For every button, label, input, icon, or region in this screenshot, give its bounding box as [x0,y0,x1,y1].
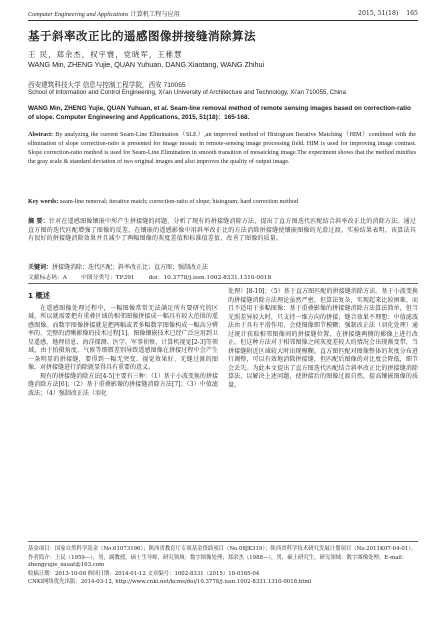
footnote-dates: 收稿日期：2013-10-08 修回日期：2014-01-12 文章编号：1002-8331（2015）18-0165-04 [28,570,260,577]
intro-left-column [28,292,218,399]
issue-page: 2015, 51(18) 165 [358,9,418,17]
abstract-cn: 摘 要：针对在遥感图像镶嵌中所产生拼接缝的问题，分析了现有的拼接缝消除方法，提出了直方图迭代匹配结合斜率改正比的消除方法。通过直方图的迭代匹配增强了图像的反差，在镶嵌的遥感影像中用斜率改正比的方法消除拼接缝使镶嵌图像的光滑过渡。实验结果表明，该算法具有很好的拼接缝消除效果并且减少了两幅图像的灰度差值和标准值差值，改善了图像的质量。 [28,218,417,243]
paragraph: 处理）[8-10]；（5）基于直方图匹配的拼接缝消除方法。基于小波变换的拼接缝消除方法理论虽然严密，但算法复杂，实现起来比较困难，而且不适用于多幅图像；基于重叠影像的拼接缝消除方法算法简单，但当光照差异较大时，只支持一维方向的拼接，缝合效果不理想；中值滤波法由于具有平滑作用，会使图像细节模糊；强制改正法（羽化处理）通过统计获取相邻图像间的拼接缝位置，在拼接缝两侧的影像上进行改正。但这种方法对于相邻图像之间灰度差较大的情况会出现渐变带，当拼接缝附近区域较大时出现模糊。直方图匹配对图像整体的灰度分布进行调整，可以有效地消除拼接缝，但匹配后图像的对比度会降低，细节会丢失。为此本文提出了直方图迭代匹配结合斜率改正比的拼接缝消除算法，以解决上述问题，使拼接后的图像过渡自然，提高镶嵌图像的质量。 [228,288,418,390]
keywords-en: Key words: seam-line removal; iterative match; correction-ratio of slope; histogram; hard correction method [28,198,299,205]
header-rule [28,20,418,21]
running-header [28,7,418,19]
footnote-funding: 基金项目：国家自然科学基金（No.61073196）；陕西省教育厅专项基金资助项目（No.08JK319）；陕西省科学技术研究发展计划项目（No.2011K07-04-01）。 [28,546,417,552]
citation: WANG Min, ZHENG Yujie, QUAN Yuhuan, et al. Seam-line removal method of remote sensing images based on correction-ratio of slope. Computer Engineering and Applications, 2015, 51(18)：165-168. [28,105,411,121]
paper-title: 基于斜率改正比的遥感图像拼接缝消除算法 [28,29,256,43]
keywords-cn: 关键词：拼接缝消除；迭代匹配；斜率改正比；直方图；强制改正法 [28,264,209,271]
affiliation-cn: 西安建筑科技大学 信息与控制工程学院，西安 710055 [28,82,186,89]
doi-line: 文献标志码：A 中图分类号：TP391 doi：10.3778/j.issn.1002-8331.1310-0018 [28,275,272,281]
authors-en: WANG Min, ZHENG Yujie, QUAN Yuhuan, DANG Xiaotang, WANG Zhihui [28,60,265,69]
intro-right-column [228,288,418,391]
authors-cn: 王 民，郑余杰，权宇寰，党晓军，王稚慧 [28,50,183,59]
affiliation-en: School of Information and Control Engineering, Xi’an University of Architecture and Technology, Xi’an 710055, China [28,89,346,96]
footnote-author: 作者简介：王民（1959—），男，副教授，硕士生导师，研究领域：数字图像处理；郑余杰（1988—），男，硕士研究生，研究领域：数字图像处理。E-mail：zhengyujie_xauat@163.com [28,554,408,569]
footnote-cnki: CNKI网络优先出版：2014-03-12, http://www.cnki.net/kcms/doi/10.3778/j.issn.1002-8331.1310-0018.html [28,579,312,586]
paragraph: 现有的拼接缝消除方法[4-5]主要有三种：（1）基于小波变换的拼接缝消除方法[6]；（2）基于重叠影像的拼接缝消除方法[7]；（3）中值滤波法；（4）强制改正法（羽化 [28,372,218,398]
journal-name: Computer Engineering and Applications 计算机工程与应用 [28,10,180,18]
footnotes [28,541,418,588]
paragraph: 在遥感图像处理过程中，一幅图像常常无法满足所有要研究的区域，所以就需要把有重叠区域的相邻图像拼接成一幅具有较大范围的遥感图像。而数字图像拼接就是把两幅或者多幅数字图像构成一幅高分辨率的、完整的清晰影像的技术过程[1]。图像镶嵌技术已经广泛应用到卫星遥感、地理信息、海洋探测、医学、军事侦察、计算机视觉[2-3]等领域。由于拍摄角度、气候等细微差别导致遥感图像在拼接过程中会产生一条明显的拼接缝，要得到一幅无突变、视觉效果好、无缝过渡的图像，对拼接缝进行消除就显得具有重要的意义。 [28,304,218,372]
section-divider [28,283,418,284]
abstract-en: Abstract: By analyzing the current Seam-Line Elimination（SLE）,an improved method of Histogram Iterative Matching（HIM）combined with the elimination of slope correction-ratio is presented for image mosaic in remote-sensing image processing field. HIM is used for improving image contrast. Slope correction-ratio method is used for Seam-Line Elimination in smooth transition of mosaicking image.The experiment shows that the method minifies the gray scale & standard deviation of two original images and also improves the quality of output image. [28,131,417,166]
section-heading: 1 概述 [28,291,50,300]
